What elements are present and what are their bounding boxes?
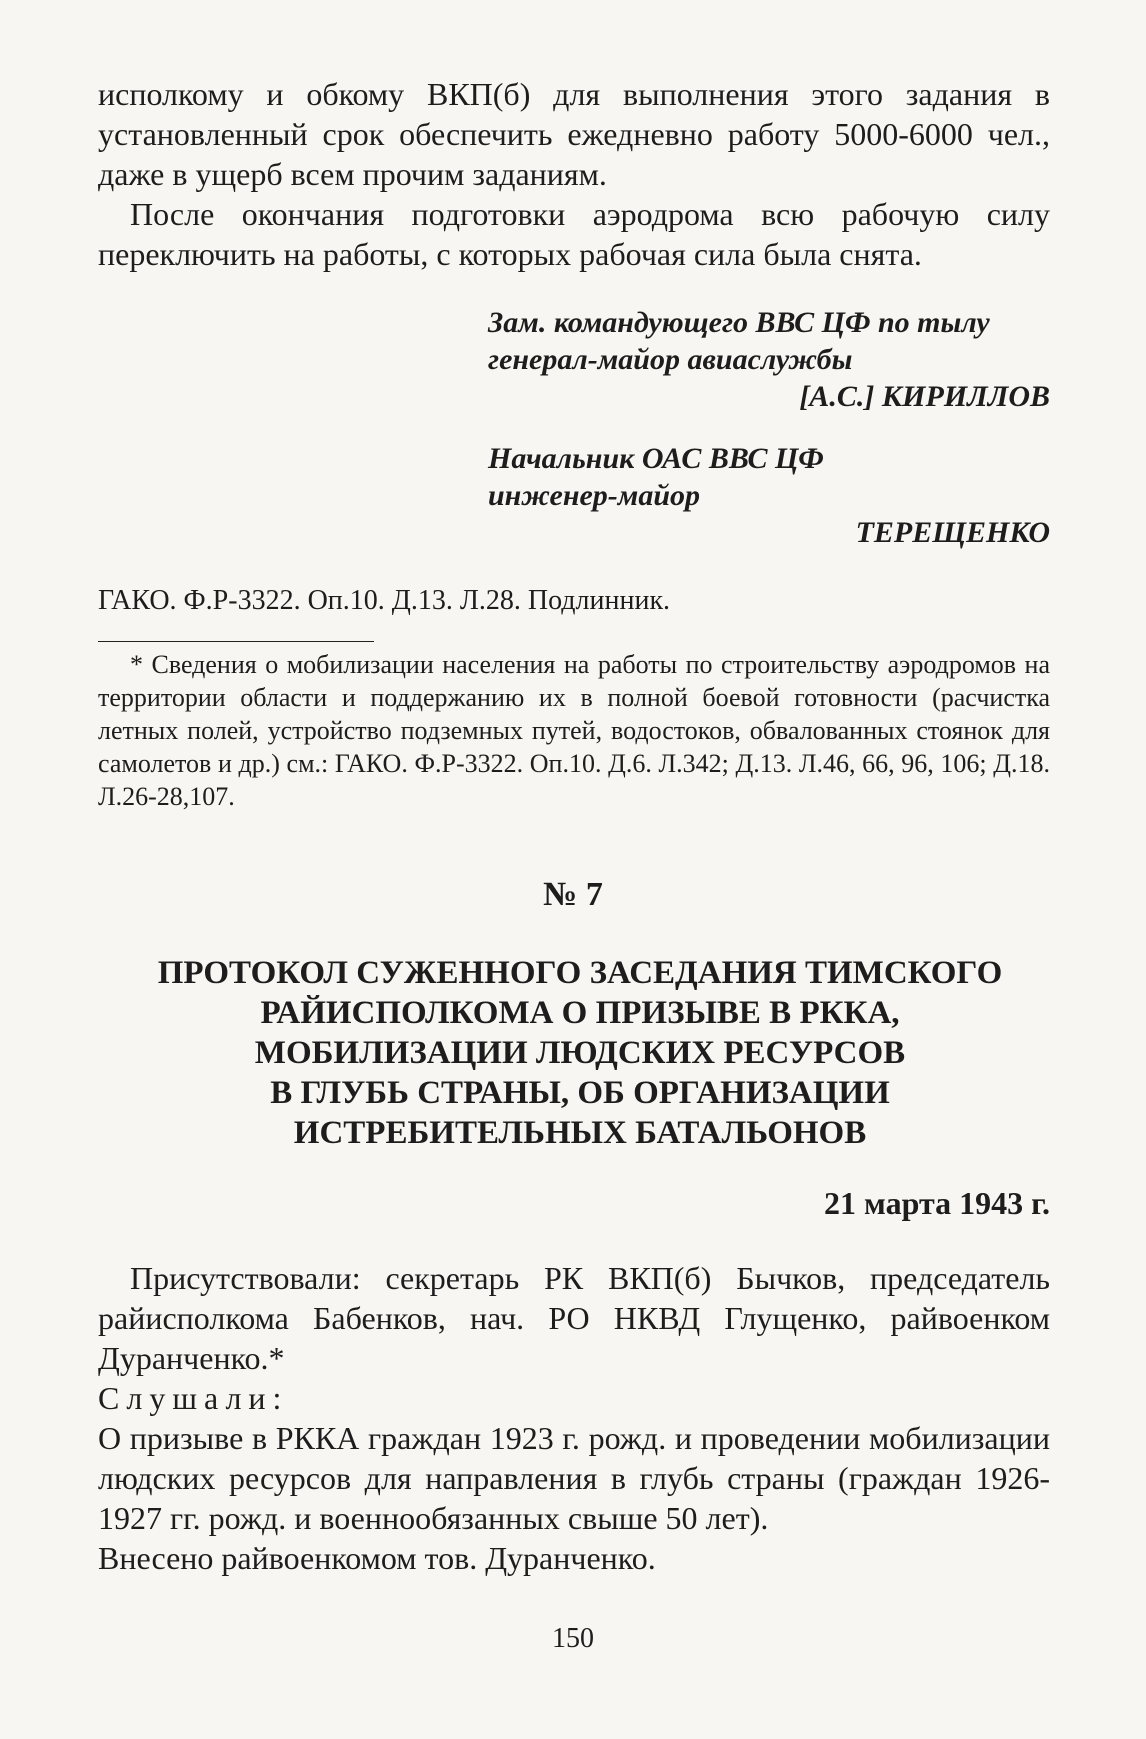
title-line: РАЙИСПОЛКОМА О ПРИЗЫВЕ В РККА,: [260, 995, 900, 1031]
signature-title: инженер-майор: [488, 479, 701, 512]
signature-name: ТЕРЕЩЕНКО: [855, 516, 1050, 549]
title-line: В ГЛУБЬ СТРАНЫ, ОБ ОРГАНИЗАЦИИ: [270, 1075, 890, 1111]
signature-block-2: [488, 440, 1050, 551]
page-number: 150: [552, 1623, 594, 1654]
submitted-paragraph: Внесено райвоенкомом тов. Дуранченко.: [98, 1540, 656, 1576]
signature-name: [А.С.] КИРИЛЛОВ: [799, 380, 1050, 413]
document-number: № 7: [543, 876, 603, 913]
title-line: ИСТРЕБИТЕЛЬНЫХ БАТАЛЬОНОВ: [293, 1115, 867, 1151]
protocol-body: [98, 1258, 1050, 1578]
document-date: 21 марта 1943 г.: [824, 1185, 1050, 1221]
archive-reference: ГАКО. Ф.Р-3322. Оп.10. Д.13. Л.28. Подлинник.: [98, 585, 671, 616]
signature-block-1: [488, 304, 1050, 415]
title-line: МОБИЛИЗАЦИИ ЛЮДСКИХ РЕСУРСОВ: [254, 1035, 906, 1071]
footnote-divider: [98, 641, 374, 642]
present-paragraph: Присутствовали: секретарь РК ВКП(б) Бычков, председатель райисполкома Бабенков, нач. РО НКВД Глущенко, райвоенком Дуранченко.*: [98, 1260, 1050, 1376]
heard-paragraph: О призыве в РККА граждан 1923 г. рожд. и проведении мобилизации людских ресурсов для направления в глубь страны (граждан 1926-1927 гг. рожд. и военнообязанных свыше 50 лет).: [98, 1420, 1050, 1536]
intro-block: [98, 74, 1050, 274]
signature-title: Зам. командующего ВВС ЦФ по тылу: [488, 306, 990, 339]
signature-title: Начальник ОАС ВВС ЦФ: [488, 442, 824, 475]
signature-title: генерал-майор авиаслужбы: [488, 343, 853, 376]
intro-paragraph-2: После окончания подготовки аэродрома всю рабочую силу переключить на работы, с которых рабочая сила была снята.: [98, 196, 1050, 272]
footnote-text: * Сведения о мобилизации населения на работы по строительству аэродромов на территории области и поддержанию их в полной боевой готовности (расчистка летных полей, устройство подземных путей, водостоков, обвалованных стоянок для самолетов и др.) см.: ГАКО. Ф.Р-3322. Оп.10. Д.6. Л.342; Д.13. Л.46, 66, 96, 106; Д.18. Л.26-28,107.: [98, 650, 1050, 811]
document-title: [120, 953, 1040, 1153]
footnote-block: [98, 648, 1050, 813]
intro-paragraph: исполкому и обкому ВКП(б) для выполнения этого задания в установленный срок обеспечить ежедневно работу 5000-6000 чел., даже в ущерб всем прочим заданиям.: [98, 76, 1050, 192]
heard-label: Слушали:: [98, 1380, 289, 1416]
title-line: ПРОТОКОЛ СУЖЕННОГО ЗАСЕДАНИЯ ТИМСКОГО: [157, 955, 1003, 991]
